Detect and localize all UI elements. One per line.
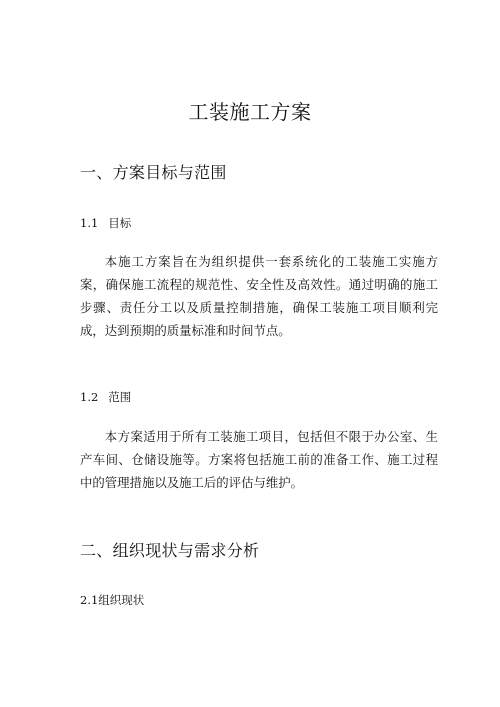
subsection-heading-1-1 (80, 215, 131, 231)
paragraph-objective: 本施工方案旨在为组织提供一套系统化的工装施工实施方案，确保施工流程的规范性、安全性及高效性。通过明确的施工步骤、责任分工以及质量控制措施，确保工装施工项目顺利完成，达到预期的质量标准和时间节点。 (80, 254, 438, 338)
section-heading-2: 二、组织现状与需求分析 (80, 541, 260, 560)
subsection-number: 1.1 (80, 216, 99, 230)
subsection-number: 1.2 (80, 390, 99, 404)
subsection-heading-1-2 (80, 389, 131, 405)
subsection-title: 目标 (108, 216, 132, 230)
section-heading-1: 一、方案目标与范围 (80, 163, 227, 182)
paragraph-scope: 本方案适用于所有工装施工项目，包括但不限于办公室、生产车间、仓储设施等。方案将包括施工前的准备工作、施工过程中的管理措施以及施工后的评估与维护。 (80, 429, 438, 490)
subsection-heading-2-1: 2.1组织现状 (80, 593, 145, 607)
subsection-title: 范围 (108, 390, 132, 404)
document-title: 工装施工方案 (188, 100, 312, 124)
